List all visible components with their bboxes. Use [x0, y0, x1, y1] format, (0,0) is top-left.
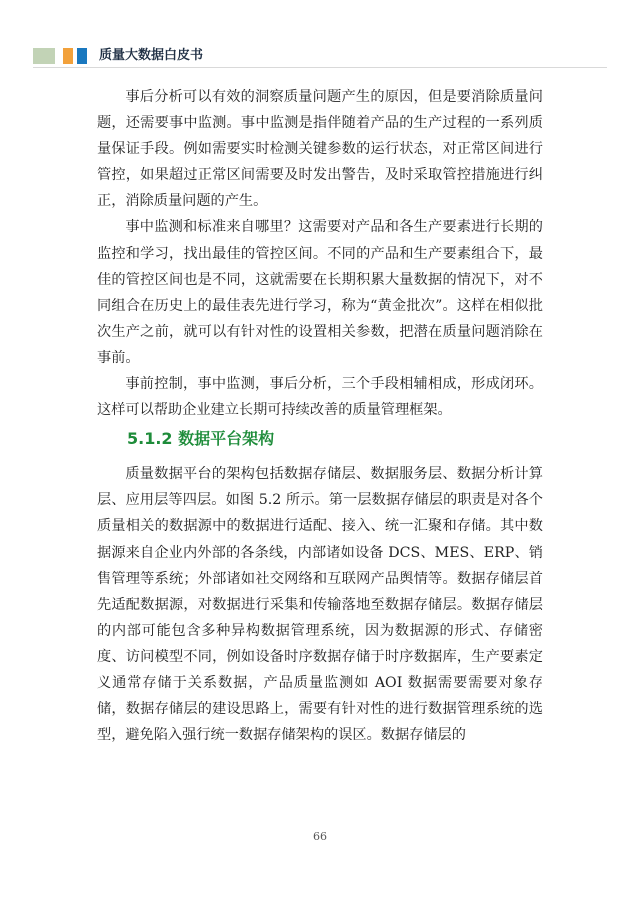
header-title: 质量大数据白皮书 — [99, 48, 204, 63]
header-green-block — [33, 48, 55, 64]
section-heading: 5.1.2 数据平台架构 — [127, 429, 275, 449]
paragraph-closed-loop: 事前控制，事中监测，事后分析，三个手段相辅相成，形成闭环。这样可以帮助企业建立长期可持续改善的质量管理框架。 — [97, 376, 543, 419]
page-number: 66 — [313, 830, 327, 843]
header-divider — [33, 67, 607, 68]
page-header — [33, 42, 607, 68]
paragraph-in-process-monitoring: 事中监测和标准来自哪里？这需要对产品和各生产要素进行长期的监控和学习，找出最佳的管控区间。不同的产品和生产要素组合下，最佳的管控区间也是不同，这就需要在长期积累大量数据的情况下，对不同组合在历史上的最佳表先进行学习，称为“黄金批次”。这样在相似批次生产之前，就可以有针对性的设置相关参数，把潜在质量问题消除在事前。 — [97, 219, 543, 366]
header-blue-block — [77, 48, 87, 64]
paragraph-platform-architecture: 质量数据平台的架构包括数据存储层、数据服务层、数据分析计算层、应用层等四层。如图 5.2 所示。第一层数据存储层的职责是对各个质量相关的数据源中的数据进行适配、接入、统一汇聚和存储。其中数据源来自企业内外部的各条线，内部诸如设备 DCS、MES、ERP、销售管理等系统；外部诸如社交网络和互联网产品舆情等。数据存储层首先适配数据源，对数据进行采集和传输落地至数据存储层。数据存储层的内部可能包含多种异构数据管理系统，因为数据源的形式、存储密度、访问模型不同，例如设备时序数据存储于时序数据库，生产要素定义通常存储于关系数据，产品质量监测如 AOI 数据需要需要对象存储，数据存储层的建设思路上，需要有针对性的进行数据管理系统的选型，避免陷入强行统一数据存储架构的误区。数据存储层的 — [97, 466, 543, 744]
page-body — [97, 84, 543, 748]
header-orange-block — [63, 48, 73, 64]
paragraph-post-analysis: 事后分析可以有效的洞察质量问题产生的原因，但是要消除质量问题，还需要事中监测。事中监测是指伴随着产品的生产过程的一系列质量保证手段。例如需要实时检测关键参数的运行状态，对正常区间进行管控，如果超过正常区间需要及时发出警告，及时采取管控措施进行纠正，消除质量问题的产生。 — [97, 89, 543, 210]
